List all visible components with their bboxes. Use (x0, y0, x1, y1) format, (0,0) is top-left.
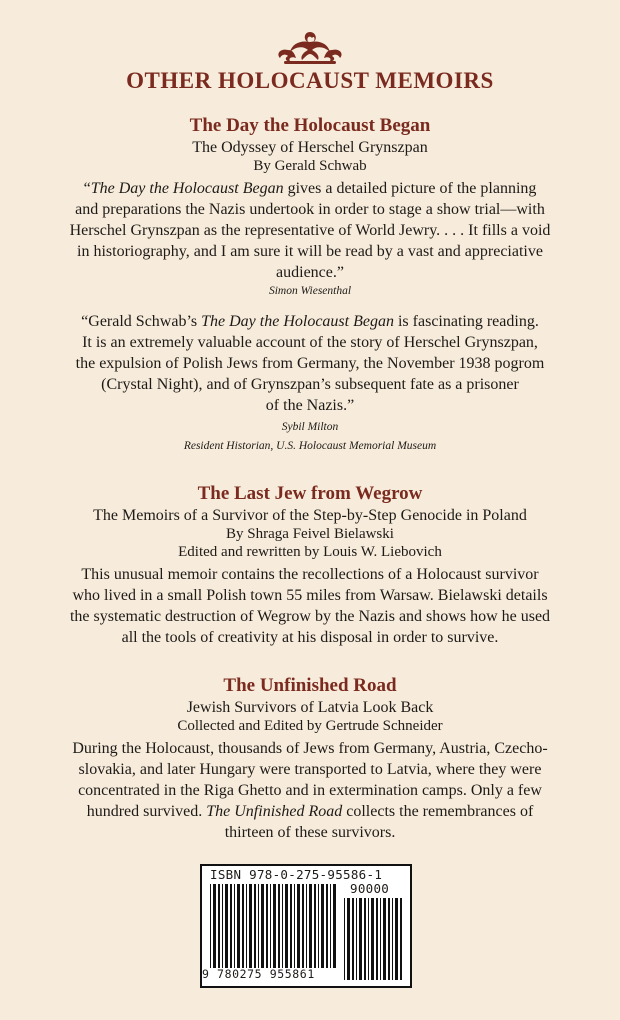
book-title: The Unfinished Road (223, 675, 397, 696)
description-line: This unusual memoir contains the recollections of a Holocaust survivor (81, 566, 539, 583)
book-editor: Collected and Edited by Gertrude Schneider (177, 718, 443, 734)
quote-line: of the Nazis.” (265, 397, 355, 414)
book-subtitle: The Memoirs of a Survivor of the Step-by-Step Genocide in Poland (93, 507, 527, 524)
book-1 (14, 114, 606, 454)
description-line: the systematic destruction of Wegrow by the Nazis and shows how he used (69, 608, 551, 625)
book-author: By Gerald Schwab (253, 158, 367, 174)
description-line: thirteen of these survivors. (224, 824, 396, 841)
quote-line: and preparations the Nazis undertook in order to stage a show trial—with (75, 201, 545, 218)
quote-line: It is an extremely valuable account of the story of Herschel Grynszpan, (82, 334, 538, 351)
quote-attribution: Sybil Milton (281, 421, 339, 433)
quote-attribution-title: Resident Historian, U.S. Holocaust Memorial Museum (183, 440, 437, 452)
isbn-barcode (200, 864, 412, 988)
book-editor: Edited and rewritten by Louis W. Liebovich (178, 544, 442, 560)
isbn-text: ISBN 978-0-275-95586-1 (210, 867, 383, 882)
page-title: OTHER HOLOCAUST MEMOIRS (126, 68, 494, 93)
description-line: concentrated in the Riga Ghetto and in extermination camps. Only a few (78, 782, 542, 799)
floral-ornament-icon (270, 26, 350, 66)
book-description (14, 564, 606, 648)
book-2 (14, 482, 606, 648)
quote-attribution: Simon Wiesenthal (268, 285, 352, 297)
barcode-bars (210, 884, 338, 968)
description-line: all the tools of creativity at his disposal in order to survive. (121, 629, 499, 646)
description-line: slovakia, and later Hungary were transported to Latvia, where they were (78, 761, 542, 778)
book-subtitle: The Odyssey of Herschel Grynszpan (192, 139, 428, 156)
book-title: The Last Jew from Wegrow (197, 483, 423, 504)
quote-2 (14, 311, 606, 416)
barcode-number: 9 780275 955861 (202, 967, 315, 981)
quote-line: in historiography, and I am sure it will be read by a vast and appreciative (77, 243, 543, 260)
description-line: During the Holocaust, thousands of Jews from Germany, Austria, Czecho- (72, 740, 548, 757)
quote-line: audience.” (276, 264, 344, 281)
quote-line: “Gerald Schwab’s The Day the Holocaust Began is fascinating reading. (81, 313, 539, 330)
book-description (14, 738, 606, 843)
description-line: hundred survived. The Unfinished Road collects the remembrances of (86, 803, 534, 820)
book-subtitle: Jewish Survivors of Latvia Look Back (186, 699, 434, 716)
quote-line: Herschel Grynszpan as the representative of World Jewry. . . . It fills a void (69, 222, 551, 239)
quote-1 (14, 178, 606, 283)
quote-line: the expulsion of Polish Jews from Germany, the November 1938 pogrom (75, 355, 545, 372)
addon-barcode-bars (344, 898, 402, 980)
book-author: By Shraga Feivel Bielawski (226, 526, 394, 542)
book-3 (14, 674, 606, 843)
quote-line: (Crystal Night), and of Grynszpan’s subsequent fate as a prisoner (101, 376, 519, 393)
quote-line: “The Day the Holocaust Began gives a detailed picture of the planning (83, 180, 537, 197)
description-line: who lived in a small Polish town 55 miles from Warsaw. Bielawski details (72, 587, 548, 604)
addon-number: 90000 (350, 881, 390, 896)
book-title: The Day the Holocaust Began (189, 115, 431, 136)
